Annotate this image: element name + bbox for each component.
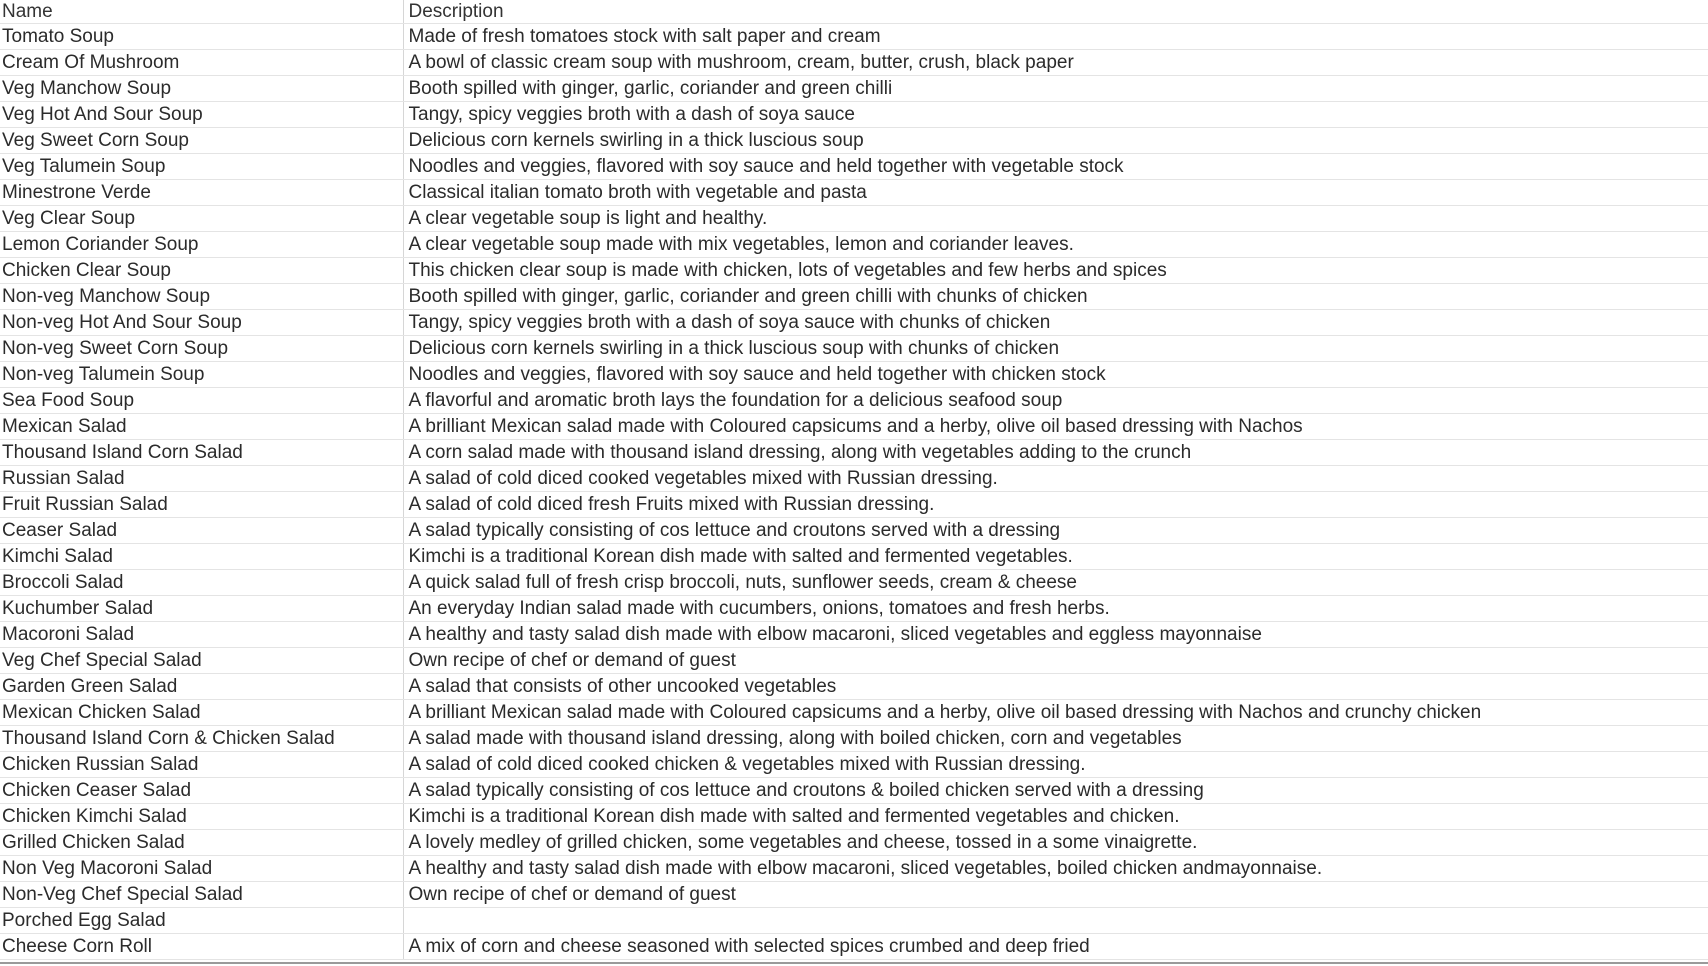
dish-description-cell[interactable]: Noodles and veggies, flavored with soy sauce and held together with vegetable stock: [403, 154, 1708, 180]
dish-description-cell[interactable]: Delicious corn kernels swirling in a thick luscious soup with chunks of chicken: [403, 336, 1708, 362]
dish-name-cell[interactable]: Mexican Chicken Salad: [0, 700, 403, 726]
dish-name-cell[interactable]: Mexican Salad: [0, 414, 403, 440]
table-row: [0, 752, 1708, 778]
dish-description-cell[interactable]: Kimchi is a traditional Korean dish made with salted and fermented vegetables and chicken.: [403, 804, 1708, 830]
dish-name-cell[interactable]: Veg Chef Special Salad: [0, 648, 403, 674]
table-row: [0, 336, 1708, 362]
dish-name-cell[interactable]: Garden Green Salad: [0, 674, 403, 700]
dish-name-cell[interactable]: Non-veg Manchow Soup: [0, 284, 403, 310]
dish-name-cell[interactable]: Ceaser Salad: [0, 518, 403, 544]
header-row: [0, 0, 1708, 24]
table-row: [0, 908, 1708, 934]
dish-name-cell[interactable]: Veg Talumein Soup: [0, 154, 403, 180]
dish-name-cell[interactable]: Lemon Coriander Soup: [0, 232, 403, 258]
dish-name-cell[interactable]: Minestrone Verde: [0, 180, 403, 206]
table-row: [0, 76, 1708, 102]
dish-name-cell[interactable]: Kuchumber Salad: [0, 596, 403, 622]
dish-description-cell[interactable]: A bowl of classic cream soup with mushroom, cream, butter, crush, black paper: [403, 50, 1708, 76]
dish-description-cell[interactable]: Delicious corn kernels swirling in a thick luscious soup: [403, 128, 1708, 154]
dish-description-cell[interactable]: Booth spilled with ginger, garlic, coriander and green chilli with chunks of chicken: [403, 284, 1708, 310]
dish-description-cell[interactable]: Tangy, spicy veggies broth with a dash of soya sauce with chunks of chicken: [403, 310, 1708, 336]
dish-name-cell[interactable]: Sea Food Soup: [0, 388, 403, 414]
table-row: [0, 466, 1708, 492]
table-row: [0, 440, 1708, 466]
table-row: [0, 154, 1708, 180]
table-row: [0, 518, 1708, 544]
dish-name-cell[interactable]: Fruit Russian Salad: [0, 492, 403, 518]
dish-name-cell[interactable]: Porched Egg Salad: [0, 908, 403, 934]
dish-name-cell[interactable]: Chicken Clear Soup: [0, 258, 403, 284]
table-row: [0, 284, 1708, 310]
dish-description-cell[interactable]: A corn salad made with thousand island dressing, along with vegetables adding to the crunch: [403, 440, 1708, 466]
dish-name-cell[interactable]: Non-veg Talumein Soup: [0, 362, 403, 388]
dish-name-cell[interactable]: Non-veg Hot And Sour Soup: [0, 310, 403, 336]
dish-description-cell[interactable]: A salad typically consisting of cos lettuce and croutons & boiled chicken served with a dressing: [403, 778, 1708, 804]
table-row: [0, 50, 1708, 76]
table-row: [0, 934, 1708, 960]
dish-description-cell[interactable]: A salad made with thousand island dressing, along with boiled chicken, corn and vegetables: [403, 726, 1708, 752]
dish-name-cell[interactable]: Non Veg Macoroni Salad: [0, 856, 403, 882]
dish-description-cell[interactable]: Own recipe of chef or demand of guest: [403, 648, 1708, 674]
table-row: [0, 596, 1708, 622]
dish-name-cell[interactable]: Cream Of Mushroom: [0, 50, 403, 76]
dish-name-cell[interactable]: Veg Manchow Soup: [0, 76, 403, 102]
dish-name-cell[interactable]: Chicken Russian Salad: [0, 752, 403, 778]
table-row: [0, 622, 1708, 648]
table-row: [0, 674, 1708, 700]
table-row: [0, 102, 1708, 128]
table-row: [0, 24, 1708, 50]
dish-description-cell[interactable]: Booth spilled with ginger, garlic, coriander and green chilli: [403, 76, 1708, 102]
table-row: [0, 258, 1708, 284]
column-header-description[interactable]: Description: [403, 0, 1708, 24]
dish-name-cell[interactable]: Chicken Kimchi Salad: [0, 804, 403, 830]
dish-description-cell[interactable]: This chicken clear soup is made with chicken, lots of vegetables and few herbs and spices: [403, 258, 1708, 284]
dish-name-cell[interactable]: Broccoli Salad: [0, 570, 403, 596]
dish-name-cell[interactable]: Tomato Soup: [0, 24, 403, 50]
dish-name-cell[interactable]: Cheese Corn Roll: [0, 934, 403, 960]
table-row: [0, 700, 1708, 726]
dish-name-cell[interactable]: Chicken Ceaser Salad: [0, 778, 403, 804]
table-row: [0, 804, 1708, 830]
dish-description-cell[interactable]: A salad typically consisting of cos lettuce and croutons served with a dressing: [403, 518, 1708, 544]
table-row: [0, 492, 1708, 518]
dish-description-cell[interactable]: A salad of cold diced cooked chicken & vegetables mixed with Russian dressing.: [403, 752, 1708, 778]
dish-name-cell[interactable]: Veg Sweet Corn Soup: [0, 128, 403, 154]
dish-description-cell[interactable]: A salad that consists of other uncooked vegetables: [403, 674, 1708, 700]
table-row: [0, 310, 1708, 336]
table-row: [0, 544, 1708, 570]
dish-name-cell[interactable]: Non-veg Sweet Corn Soup: [0, 336, 403, 362]
dish-description-cell[interactable]: An everyday Indian salad made with cucumbers, onions, tomatoes and fresh herbs.: [403, 596, 1708, 622]
table-row: [0, 414, 1708, 440]
table-row: [0, 570, 1708, 596]
table-row: [0, 648, 1708, 674]
dish-description-cell[interactable]: A clear vegetable soup is light and healthy.: [403, 206, 1708, 232]
dish-name-cell[interactable]: Kimchi Salad: [0, 544, 403, 570]
dish-description-cell[interactable]: A salad of cold diced fresh Fruits mixed with Russian dressing.: [403, 492, 1708, 518]
dish-name-cell[interactable]: Russian Salad: [0, 466, 403, 492]
dish-name-cell[interactable]: Thousand Island Corn & Chicken Salad: [0, 726, 403, 752]
dish-description-cell[interactable]: A healthy and tasty salad dish made with elbow macaroni, sliced vegetables and eggless mayonnaise: [403, 622, 1708, 648]
dish-description-cell[interactable]: A brilliant Mexican salad made with Coloured capsicums and a herby, olive oil based dressing with Nachos: [403, 414, 1708, 440]
dish-name-cell[interactable]: Thousand Island Corn Salad: [0, 440, 403, 466]
table-row: [0, 882, 1708, 908]
dish-description-cell[interactable]: A healthy and tasty salad dish made with elbow macaroni, sliced vegetables, boiled chicken andmayonnaise.: [403, 856, 1708, 882]
table-row: [0, 206, 1708, 232]
dish-description-cell[interactable]: Classical italian tomato broth with vegetable and pasta: [403, 180, 1708, 206]
table-row: [0, 830, 1708, 856]
table-row: [0, 388, 1708, 414]
dish-description-cell[interactable]: A quick salad full of fresh crisp broccoli, nuts, sunflower seeds, cream & cheese: [403, 570, 1708, 596]
table-row: [0, 726, 1708, 752]
column-header-name[interactable]: Name: [0, 0, 403, 24]
table-row: [0, 232, 1708, 258]
dish-description-cell[interactable]: A lovely medley of grilled chicken, some vegetables and cheese, tossed in a some vinaigrette.: [403, 830, 1708, 856]
dish-name-cell[interactable]: Macoroni Salad: [0, 622, 403, 648]
dish-description-cell[interactable]: A salad of cold diced cooked vegetables mixed with Russian dressing.: [403, 466, 1708, 492]
dish-description-cell[interactable]: Kimchi is a traditional Korean dish made with salted and fermented vegetables.: [403, 544, 1708, 570]
table-row: [0, 856, 1708, 882]
table-row: [0, 778, 1708, 804]
dish-name-cell[interactable]: Grilled Chicken Salad: [0, 830, 403, 856]
dish-description-cell[interactable]: Noodles and veggies, flavored with soy sauce and held together with chicken stock: [403, 362, 1708, 388]
dish-name-cell[interactable]: Veg Hot And Sour Soup: [0, 102, 403, 128]
dish-name-cell[interactable]: Veg Clear Soup: [0, 206, 403, 232]
dish-description-cell[interactable]: Made of fresh tomatoes stock with salt paper and cream: [403, 24, 1708, 50]
table-row: [0, 128, 1708, 154]
dish-description-cell[interactable]: A brilliant Mexican salad made with Coloured capsicums and a herby, olive oil based dressing with Nachos and crunchy chicken: [403, 700, 1708, 726]
bottom-border: [0, 962, 1708, 964]
table-row: [0, 362, 1708, 388]
dish-description-cell[interactable]: [403, 908, 1708, 934]
table-row: [0, 180, 1708, 206]
dish-name-cell[interactable]: Non-Veg Chef Special Salad: [0, 882, 403, 908]
dish-description-cell[interactable]: A clear vegetable soup made with mix vegetables, lemon and coriander leaves.: [403, 232, 1708, 258]
dish-description-cell[interactable]: A mix of corn and cheese seasoned with selected spices crumbed and deep fried: [403, 934, 1708, 960]
dish-description-cell[interactable]: Own recipe of chef or demand of guest: [403, 882, 1708, 908]
dish-description-cell[interactable]: Tangy, spicy veggies broth with a dash of soya sauce: [403, 102, 1708, 128]
dish-description-cell[interactable]: A flavorful and aromatic broth lays the foundation for a delicious seafood soup: [403, 388, 1708, 414]
